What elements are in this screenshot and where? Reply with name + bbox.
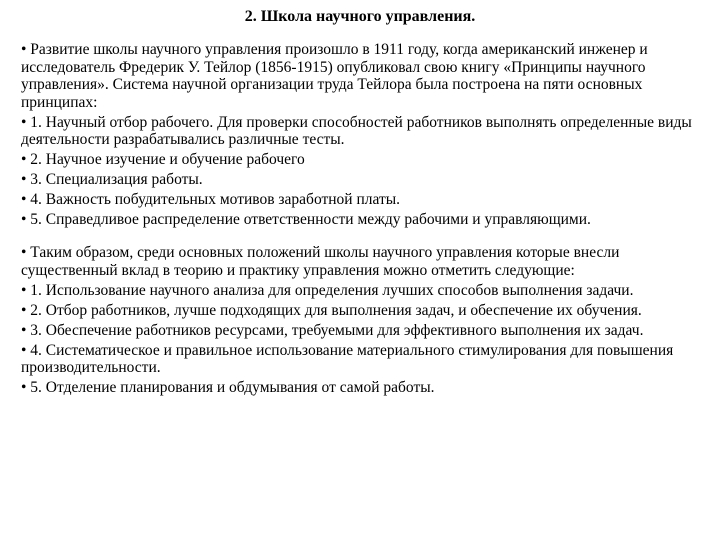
contribution-1: • 1. Использование научного анализа для определения лучших способов выполнения задачи. — [21, 281, 634, 299]
principle-4: • 4. Важность побудительных мотивов заработной платы. — [21, 191, 401, 208]
principle-5: • 5. Справедливое распределение ответственности между рабочими и управляющими. — [21, 211, 591, 228]
section-contributions — [21, 244, 701, 397]
contribution-2: • 2. Отбор работников, лучше подходящих для выполнения задач, и обеспечение их обучения. — [21, 301, 642, 319]
contribution-5: • 5. Отделение планирования и обдумывания от самой работы. — [21, 379, 435, 396]
paragraph-summary: • Таким образом, среди основных положений школы научного управления которые внесли существенный вклад в теорию и практику управления можно отметить следующие: — [21, 244, 620, 279]
document-body — [21, 41, 701, 399]
paragraph-intro: • Развитие школы научного управления произошло в 1911 году, когда американский инженер и исследователь Фредерик У. Тейлор (1856-1915) опубликовал свою книгу «Принципы научного управления». Система научной организации труда Тейлора была построена на пяти основных принципах: — [21, 41, 648, 111]
section-principles — [21, 41, 701, 229]
principle-3: • 3. Специализация работы. — [21, 171, 203, 188]
principle-1: • 1. Научный отбор рабочего. Для проверки способностей работников выполнять определенные виды деятельности разрабатывались различные тесты. — [21, 113, 692, 148]
contribution-4: • 4. Систематическое и правильное использование материального стимулирования для повышения производительности. — [21, 341, 674, 376]
section-gap — [21, 231, 701, 244]
page-title: 2. Школа научного управления. — [244, 8, 476, 25]
contribution-3: • 3. Обеспечение работников ресурсами, требуемыми для эффективного выполнения их задач. — [21, 321, 644, 339]
principle-2: • 2. Научное изучение и обучение рабочего — [21, 151, 305, 168]
